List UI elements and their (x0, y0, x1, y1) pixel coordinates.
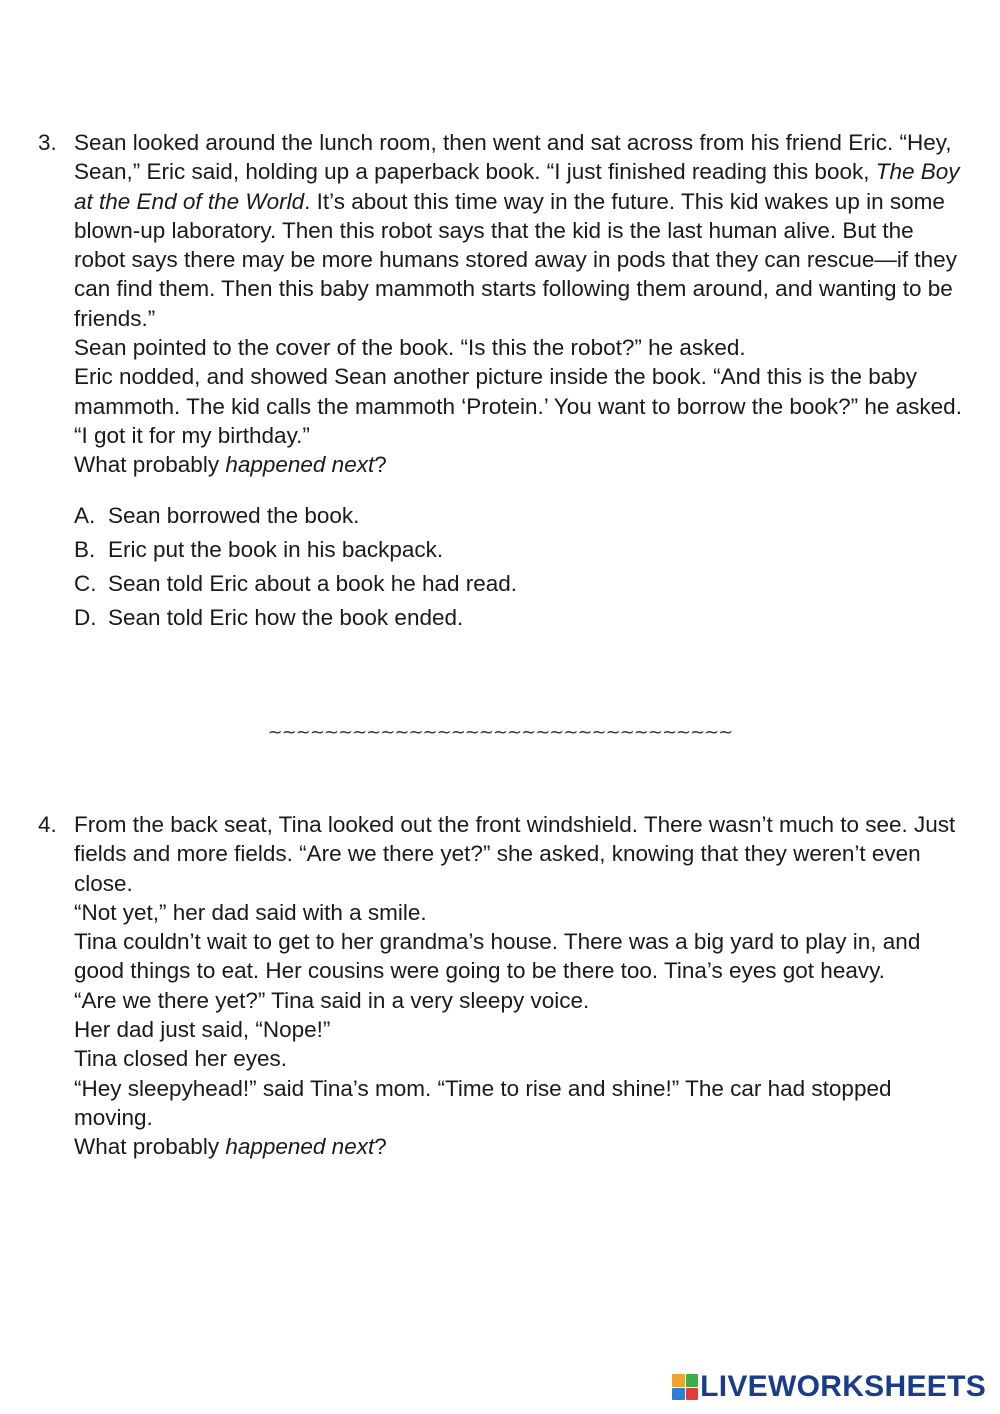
question-number: 4. (38, 812, 57, 837)
logo-square (686, 1374, 699, 1387)
passage-text: “Are we there yet?” Tina said in a very sleepy voice. (74, 987, 590, 1013)
option-letter: C. (74, 571, 97, 597)
passage-paragraph (74, 362, 968, 450)
passage-paragraph (74, 1074, 968, 1133)
logo-square (686, 1388, 699, 1401)
logo-square (672, 1388, 685, 1401)
passage-text: Her dad just said, “Nope!” (74, 1017, 331, 1043)
prompt-emphasis: happened next (225, 452, 375, 478)
option-letter: A. (74, 502, 96, 528)
passage-paragraph (74, 1015, 968, 1044)
book-title: The Boy at the End of the World (74, 159, 960, 214)
prompt-text: What probably (74, 452, 226, 478)
answer-option-b[interactable] (74, 535, 968, 569)
question-number: 3. (38, 130, 57, 155)
passage-text: “Not yet,” her dad said with a smile. (74, 899, 427, 925)
passage-text: Tina couldn’t wait to get to her grandma’s house. There was a big yard to play in, and good things to eat. Her cousins were going to be there too. Tina’s eyes got heavy. (74, 929, 921, 984)
question-prompt (74, 450, 968, 479)
question-3 (38, 128, 968, 638)
question-body (74, 810, 968, 1162)
option-text: Sean told Eric how the book ended. (108, 605, 464, 631)
answer-option-d[interactable] (74, 603, 968, 637)
passage-paragraph (74, 986, 968, 1015)
passage-text: Tina closed her eyes. (74, 1046, 288, 1072)
answer-option-c[interactable] (74, 569, 968, 603)
passage-paragraph (74, 333, 968, 362)
section-separator: ~~~~~~~~~~~~~~~~~~~~~~~~~~~~~~~~~ (267, 722, 733, 743)
prompt-end: ? (374, 452, 387, 478)
passage-paragraph (74, 1044, 968, 1073)
passage-paragraph (74, 810, 968, 898)
question-4 (38, 810, 968, 1162)
passage-text: Sean pointed to the cover of the book. “Is this the robot?” he asked. (74, 335, 746, 361)
passage-text: Eric nodded, and showed Sean another picture inside the book. “And this is the baby mammoth. The kid calls the mammoth ‘Protein.’ You want to borrow the book?” he asked. “I got it for my birthday.” (74, 364, 962, 448)
passage-text: Sean looked around the lunch room, then went and sat across from his friend Eric. “Hey, Sean,” Eric said, holding up a paperback book. “I just finished reading this book, (74, 130, 952, 185)
answer-option-a[interactable] (74, 501, 968, 535)
question-body (74, 128, 968, 638)
liveworksheets-brand (672, 1370, 986, 1404)
option-text: Eric put the book in his backpack. (108, 536, 444, 562)
passage-paragraph (74, 128, 968, 333)
passage-text: “Hey sleepyhead!” said Tina’s mom. “Time to rise and shine!” The car had stopped moving. (74, 1075, 892, 1130)
option-text: Sean borrowed the book. (108, 502, 360, 528)
answer-options (74, 501, 968, 638)
passage-text: . It’s about this time way in the future. This kid wakes up in some blown-up laboratory. Then this robot says that the kid is the last human alive. But the robot says there may be more humans stored away in pods that they can rescue—if they can find them. Then this baby mammoth starts following them around, and wanting to be friends.” (74, 188, 957, 331)
prompt-end: ? (374, 1134, 387, 1160)
question-passage (74, 128, 968, 450)
logo-square (672, 1374, 685, 1387)
option-letter: D. (74, 605, 97, 631)
question-passage (74, 810, 968, 1132)
prompt-emphasis: happened next (225, 1134, 375, 1160)
passage-paragraph (74, 898, 968, 927)
question-prompt (74, 1132, 968, 1161)
prompt-text: What probably (74, 1134, 226, 1160)
brand-name: LIVEWORKSHEETS (700, 1370, 986, 1403)
option-text: Sean told Eric about a book he had read. (108, 571, 518, 597)
passage-text: From the back seat, Tina looked out the front windshield. There wasn’t much to see. Just fields and more fields. “Are we there yet?” she asked, knowing that they weren’t even close. (74, 812, 956, 896)
liveworksheets-logo-icon (672, 1374, 698, 1400)
option-letter: B. (74, 536, 96, 562)
passage-paragraph (74, 927, 968, 986)
